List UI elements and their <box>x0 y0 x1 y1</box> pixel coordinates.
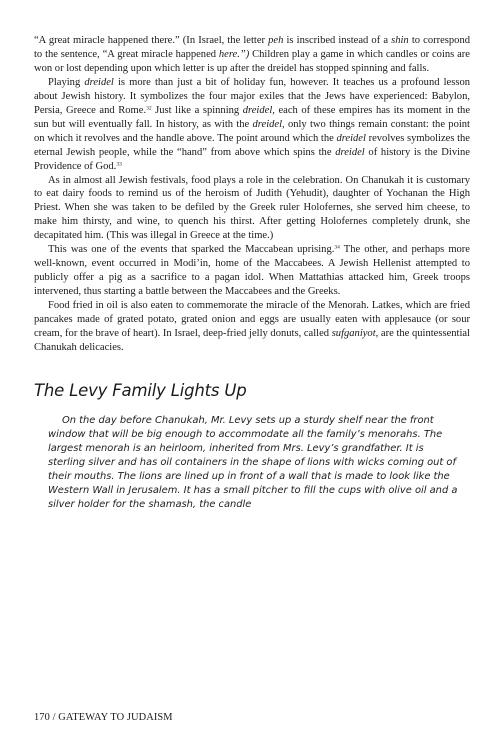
story-paragraph: On the day before Chanukah, Mr. Levy sets up a sturdy shelf near the front window that will be big enough to accommodate all the family’s menorahs. The largest menorah is an heirloom, inherited from Mrs. Levy’s grandfather. It is sterling silver and has oil containers in the shape of lions with wicks coming out of their mouths. The lions are lined up in front of a wall that is made to look like the Western Wall in Jerusalem. It has a small pitcher to fill the cups with olive oil and a silver holder for the shamash, the candle <box>48 414 458 511</box>
paragraph <box>34 174 470 244</box>
page-content <box>34 34 470 513</box>
text-run: Children play a game in which candles or coins are won or lost depending upon which letter is up after the dreidel has stopped spinning and falls. <box>34 48 470 74</box>
text-run: This was one of the events that sparked the Maccabean uprising. <box>48 244 335 256</box>
text-run: Just like a spinning <box>151 104 243 116</box>
italic-term: dreidel, <box>252 118 285 130</box>
text-run: of history is the Divine Providence of God. <box>34 146 470 172</box>
body-text <box>34 34 470 355</box>
page-footer: 170 / GATEWAY TO JUDAISM <box>34 712 173 723</box>
italic-term: sufganiyot, <box>331 328 379 340</box>
footnote-ref: 32 <box>146 105 152 112</box>
paragraph <box>34 76 470 174</box>
text-run: is inscribed instead of a <box>283 35 392 46</box>
paragraph <box>34 243 470 299</box>
text-run: “A great miracle happened there.” (In Israel, the letter <box>34 35 269 46</box>
footnote-ref: 33 <box>116 161 122 168</box>
text-run: The other, and perhaps more well-known, event occurred in Modi’in, home of the Maccabees. A Jewish Hellenist attempted to publicly offer a pig as a sacrifice to a pagan idol. When Mattathias attacked him, Greek troops intervened, thus starting a battle between the Maccabees and the Greeks. <box>34 244 470 298</box>
text-run: each of these empires has its moment in the sun but will eventually fall. In history, as with the <box>34 104 470 130</box>
text-run: As in almost all Jewish festivals, food plays a role in the celebration. On Chanukah it is customary to eat dairy foods to remind us of the heroism of Judith (Yehudit), daughter of Yochanan the High Priest. When she was taken to be defiled by the Greek ruler Holofernes, she served him cheese, to make him thirsty, and wine, to quench his thirst. After getting Holofernes completely drunk, she decapitated him. (This was illegal in Greece at the time.) <box>34 174 470 242</box>
footnote-ref: 34 <box>334 244 340 251</box>
section-title: The Levy Family Lights Up <box>34 380 247 400</box>
text-run: to correspond to the sentence, “A great miracle happened <box>34 35 470 60</box>
italic-term: here.”) <box>218 48 250 60</box>
paragraph <box>34 299 470 355</box>
italic-term: peh <box>268 35 284 46</box>
text-run: Playing <box>48 76 85 88</box>
text-run: Food fried in oil is also eaten to commemorate the miracle of the Menorah. Latkes, which are fried pancakes made of grated potato, grated onion and eggs are usually eaten with applesauce (or sour cream, for the brave of heart). In Israel, deep-fried jelly donuts, called <box>34 300 470 340</box>
italic-term: dreidel <box>84 76 114 88</box>
paragraph <box>34 34 470 76</box>
italic-term: dreidel, <box>242 104 275 116</box>
text-run: are the quintessential Chanukah delicacies. <box>34 328 470 353</box>
text-run: revolves symbolizes the eternal Jewish people, while the “hand” from above which spins the <box>34 132 470 158</box>
text-run: is more than just a bit of holiday fun, however. It teaches us a profound lesson about Jewish history. It symbolizes the four major exiles that the Jews have experienced: Babylon, Persia, Greece and Rome. <box>34 76 470 116</box>
italic-term: dreidel <box>335 146 365 158</box>
text-run: only two things remain constant: the point on which it revolves and the handle above. The point around which the <box>34 118 470 144</box>
italic-term: dreidel <box>336 132 366 144</box>
story-text <box>48 414 460 513</box>
italic-term: shin <box>391 35 409 46</box>
